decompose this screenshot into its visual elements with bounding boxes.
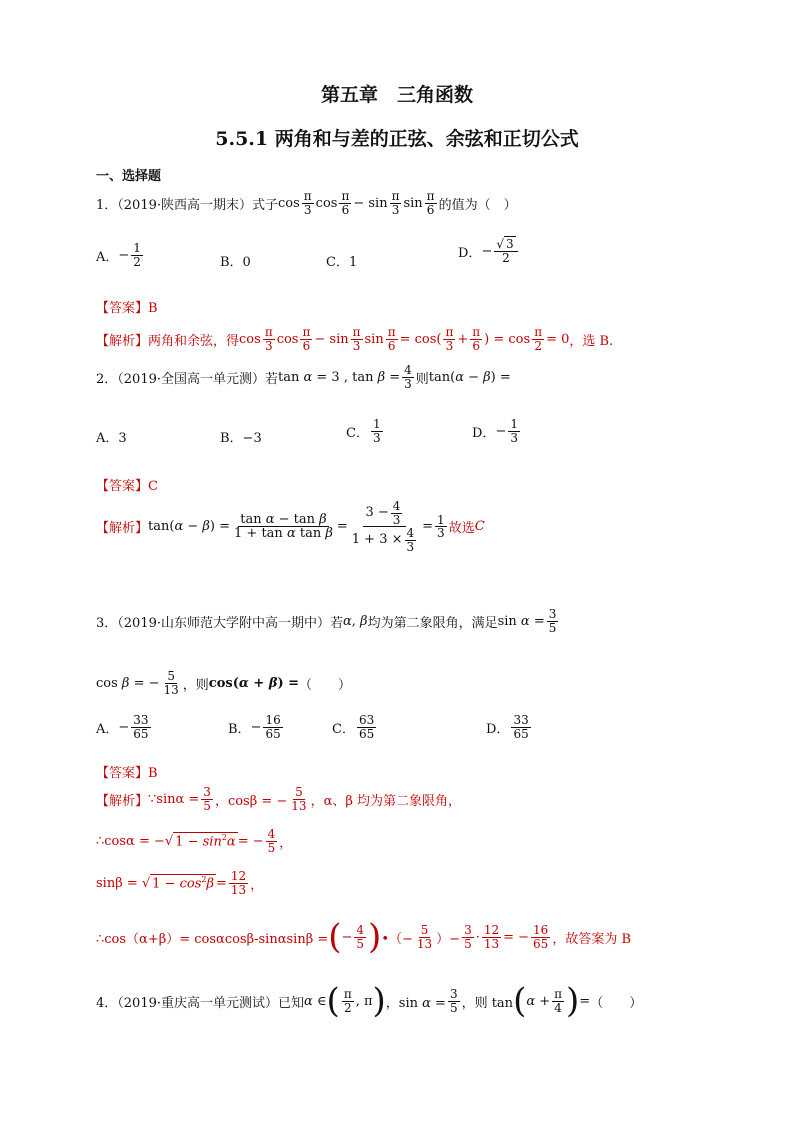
q3-analysis-3: sinβ = √ $1 - \cos^2\beta$ = $\frac{12}{13}$ ， — [96, 869, 264, 897]
question-1: 1．（2019·陕西高一期末）式子 cos $\frac{\pi}{3}$ cos $\frac{\pi}{6}$ − sin $\frac{\pi}{3}$ sin $\frac{\pi}{6}$ 的值为（ ） — [96, 189, 517, 217]
q2-answer: 【答案】C — [96, 479, 158, 494]
q1-option-c[interactable]: C．1 — [326, 255, 358, 270]
q2-option-c[interactable]: C． $\frac{1}{3}$ — [346, 417, 381, 445]
q1-option-d[interactable]: D． − $\frac{√ 3}{2}$ — [458, 238, 520, 264]
q1-option-b[interactable]: B．0 — [220, 255, 251, 270]
section-title: 5.5.1 两角和与差的正弦、余弦和正切公式 — [215, 128, 579, 150]
q2-option-b[interactable]: B．−3 — [220, 431, 262, 446]
q3-option-b[interactable]: B． − $\frac{16}{65}$ — [228, 713, 281, 741]
chapter-title: 第五章 三角函数 — [320, 84, 473, 106]
q3-option-d[interactable]: D． $\frac{33}{65}$ — [486, 713, 529, 741]
question-4: 4．（2019·重庆高一单元测试）已知 α ∈ ( $\frac{\pi}{2}$ , π ) ，sin α = $\frac{3}{5}$ ，则 tan ( α + $\frac{\pi}{4}$ ) = （ ） — [96, 981, 643, 1021]
q2-option-d[interactable]: D． − $\frac{1}{3}$ — [472, 417, 518, 445]
q1-analysis: 【解析】 两角和余弦，得 cos $\frac{\pi}{3}$ cos $\frac{\pi}{6}$ − sin $\frac{\pi}{3}$ sin $\frac{\pi}{6}$ = cos( $\frac{\pi}{3}$ + $\frac{\pi}{6}$ ) = cos $\frac{\pi}{2}$ = 0 ，选 B. — [96, 325, 614, 353]
q2-option-a[interactable]: A．3 — [96, 431, 127, 446]
q3-analysis-2: ∴cosα = −√ $1 - \sin^2\alpha$ = − $\frac{4}{5}$ ， — [96, 827, 293, 855]
q3-option-a[interactable]: A． − $\frac{33}{65}$ — [96, 713, 149, 741]
q4-prefix: 4．（2019·重庆高一单元测试）已知 — [96, 995, 304, 1011]
q2-prefix: 2．（2019·全国高一单元测）若 — [96, 371, 278, 387]
q1-suffix: 的值为（ ） — [438, 197, 517, 213]
q1-prefix: 1．（2019·陕西高一期末）式子 — [96, 197, 278, 213]
section-heading: 一、选择题 — [96, 169, 162, 184]
question-3: 3．（2019·山东师范大学附中高一期中）若 α, β 均为第二象限角，满足 sin α = $\frac{3}{5}$ — [96, 607, 557, 635]
q1-option-a[interactable]: A． − $\frac{1}{2}$ — [96, 241, 141, 269]
q3-analysis-1: 【解析】 ∵sinα = $\frac{3}{5}$ ，cosβ = − $\frac{5}{13}$ ， α、β 均为第二象限角， — [96, 785, 462, 813]
q2-analysis: 【解析】 tan(α − β) = $\frac{\text{tan α − tan β}}{\text{1 + tan α tan β}}$ = 3 − $\frac{4}{3}$ 1 + 3 × $\frac{4}{3}$ = $\frac{1}{3}$ 故选 C — [96, 499, 485, 554]
q3-answer: 【答案】B — [96, 766, 158, 781]
q3-analysis-4: ∴cos（α+β）= cosαcosβ-sinαsinβ = ( − $\frac{4}{5}$ ) •（− $\frac{5}{13}$ ）− $\frac{3}{5}$ · $\frac{12}{13}$ = − $\frac{16}{65}$ ，故答案为 B — [96, 917, 632, 957]
question-3-line2: cos β = − $\frac{5}{13}$ ，则 cos(α + β) = （ ） — [96, 669, 352, 697]
question-2: 2．（2019·全国高一单元测）若 tan α = 3 , tan β = $\frac{4}{3}$ 则 tan(α − β) = — [96, 363, 511, 391]
q3-prefix: 3．（2019·山东师范大学附中高一期中）若 — [96, 615, 343, 631]
q1-answer: 【答案】B — [96, 301, 158, 316]
q3-option-c[interactable]: C． $\frac{63}{65}$ — [332, 713, 375, 741]
